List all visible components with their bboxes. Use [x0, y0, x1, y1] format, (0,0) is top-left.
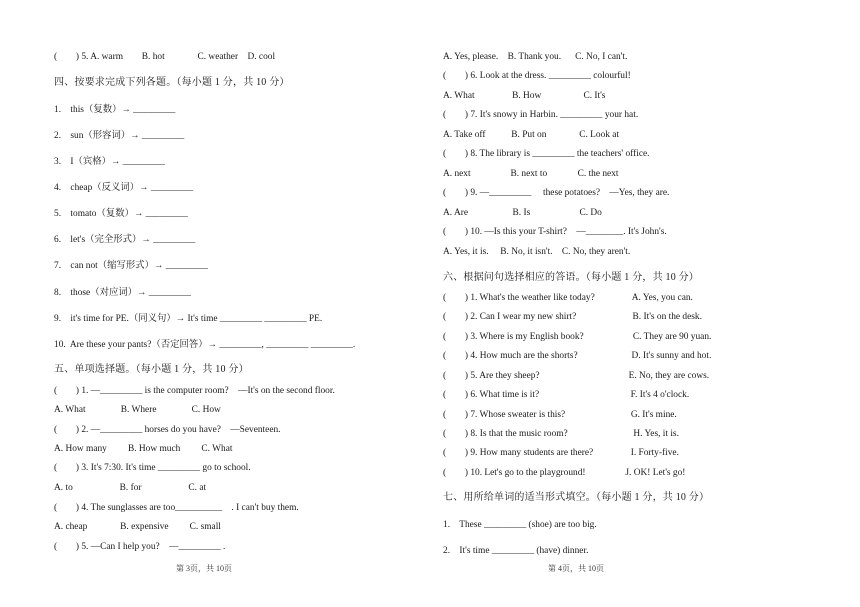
question-line: ( ) 1. What's the weather like today? A. Yes, you can. [443, 293, 693, 303]
question-line: A. Are B. Is C. Do [443, 208, 602, 218]
question-line: ( ) 8. The library is _________ the teachers' office. [443, 149, 650, 159]
page-footer: 第 4页，共 10页 [548, 564, 604, 573]
question-line: A. Yes, please. B. Thank you. C. No, I can't. [443, 52, 628, 62]
section-heading: 五、单项选择题。（每小题 1 分，共 10 分） [54, 364, 249, 375]
question-line: ( ) 8. Is that the music room? H. Yes, it is. [443, 429, 679, 439]
question-line: ( ) 2. —_________ horses do you have? —Seventeen. [54, 425, 281, 435]
page-footer: 第 3页，共 10页 [176, 564, 232, 573]
question-line: 2. sun（形容词）→ _________ [54, 131, 185, 141]
question-line: ( ) 5. —Can I help you? —_________ . [54, 542, 226, 552]
question-line: ( ) 6. Look at the dress. _________ colourful! [443, 71, 631, 81]
question-line: 1. These _________ (shoe) are too big. [443, 520, 597, 530]
question-line: ( ) 6. What time is it? F. It's 4 o'clock. [443, 390, 690, 400]
question-line: ( ) 9. How many students are there? I. Forty-five. [443, 448, 679, 458]
question-line: ( ) 5. Are they sheep? E. No, they are cows. [443, 371, 710, 381]
question-line: A. to B. for C. at [54, 483, 207, 493]
section-heading: 七、用所给单词的适当形式填空。（每小题 1 分，共 10 分） [443, 492, 710, 503]
section-heading: 六、根据问句选择相应的答语。（每小题 1 分，共 10 分） [443, 272, 699, 283]
question-line: 1. this（复数）→ _________ [54, 105, 176, 115]
question-line: 10. Are these your pants?（否定回答）→ _________, _________ _________. [54, 340, 356, 350]
question-line: A. How many B. How much C. What [54, 444, 233, 454]
question-line: A. Yes, it is. B. No, it isn't. C. No, they aren't. [443, 247, 631, 257]
question-line: 3. I（宾格）→ _________ [54, 157, 165, 167]
question-line: ( ) 10. Let's go to the playground! J. OK! Let's go! [443, 468, 686, 478]
question-line: ( ) 3. Where is my English book? C. They are 90 yuan. [443, 332, 712, 342]
question-line: A. next B. next to C. the next [443, 169, 619, 179]
question-line: ( ) 4. The sunglasses are too__________ . I can't buy them. [54, 503, 299, 513]
question-line: A. What B. How C. It's [443, 91, 606, 101]
question-line: ( ) 7. It's snowy in Harbin. _________ your hat. [443, 110, 639, 120]
question-line: ( ) 4. How much are the shorts? D. It's sunny and hot. [443, 351, 712, 361]
section-heading: 四、按要求完成下列各题。（每小题 1 分，共 10 分） [54, 77, 290, 88]
question-line: 9. it's time for PE.（同义句）→ It's time _________ _________ PE. [54, 314, 323, 324]
question-line: 8. those（对应词）→ _________ [54, 288, 191, 298]
question-line: ( ) 2. Can I wear my new shirt? B. It's on the desk. [443, 312, 702, 322]
question-line: 6. let's（完全形式）→ _________ [54, 235, 196, 245]
question-line: ( ) 5. A. warm B. hot C. weather D. cool [54, 52, 276, 62]
question-line: ( ) 9. —_________ these potatoes? —Yes, they are. [443, 188, 670, 198]
question-line: 2. It's time _________ (have) dinner. [443, 546, 589, 556]
question-line: A. What B. Where C. How [54, 405, 221, 415]
question-line: A. cheap B. expensive C. small [54, 522, 221, 532]
question-line: ( ) 1. —_________ is the computer room? —It's on the second floor. [54, 386, 335, 396]
question-line: A. Take off B. Put on C. Look at [443, 130, 620, 140]
question-line: ( ) 3. It's 7:30. It's time _________ go to school. [54, 463, 251, 473]
question-line: 4. cheap（反义词）→ _________ [54, 183, 194, 193]
question-line: 5. tomato（复数）→ _________ [54, 209, 188, 219]
question-line: ( ) 10. —Is this your T-shirt? —________. It's John's. [443, 227, 667, 237]
question-line: 7. can not（缩写形式）→ _________ [54, 261, 208, 271]
question-line: ( ) 7. Whose sweater is this? G. It's mine. [443, 410, 677, 420]
